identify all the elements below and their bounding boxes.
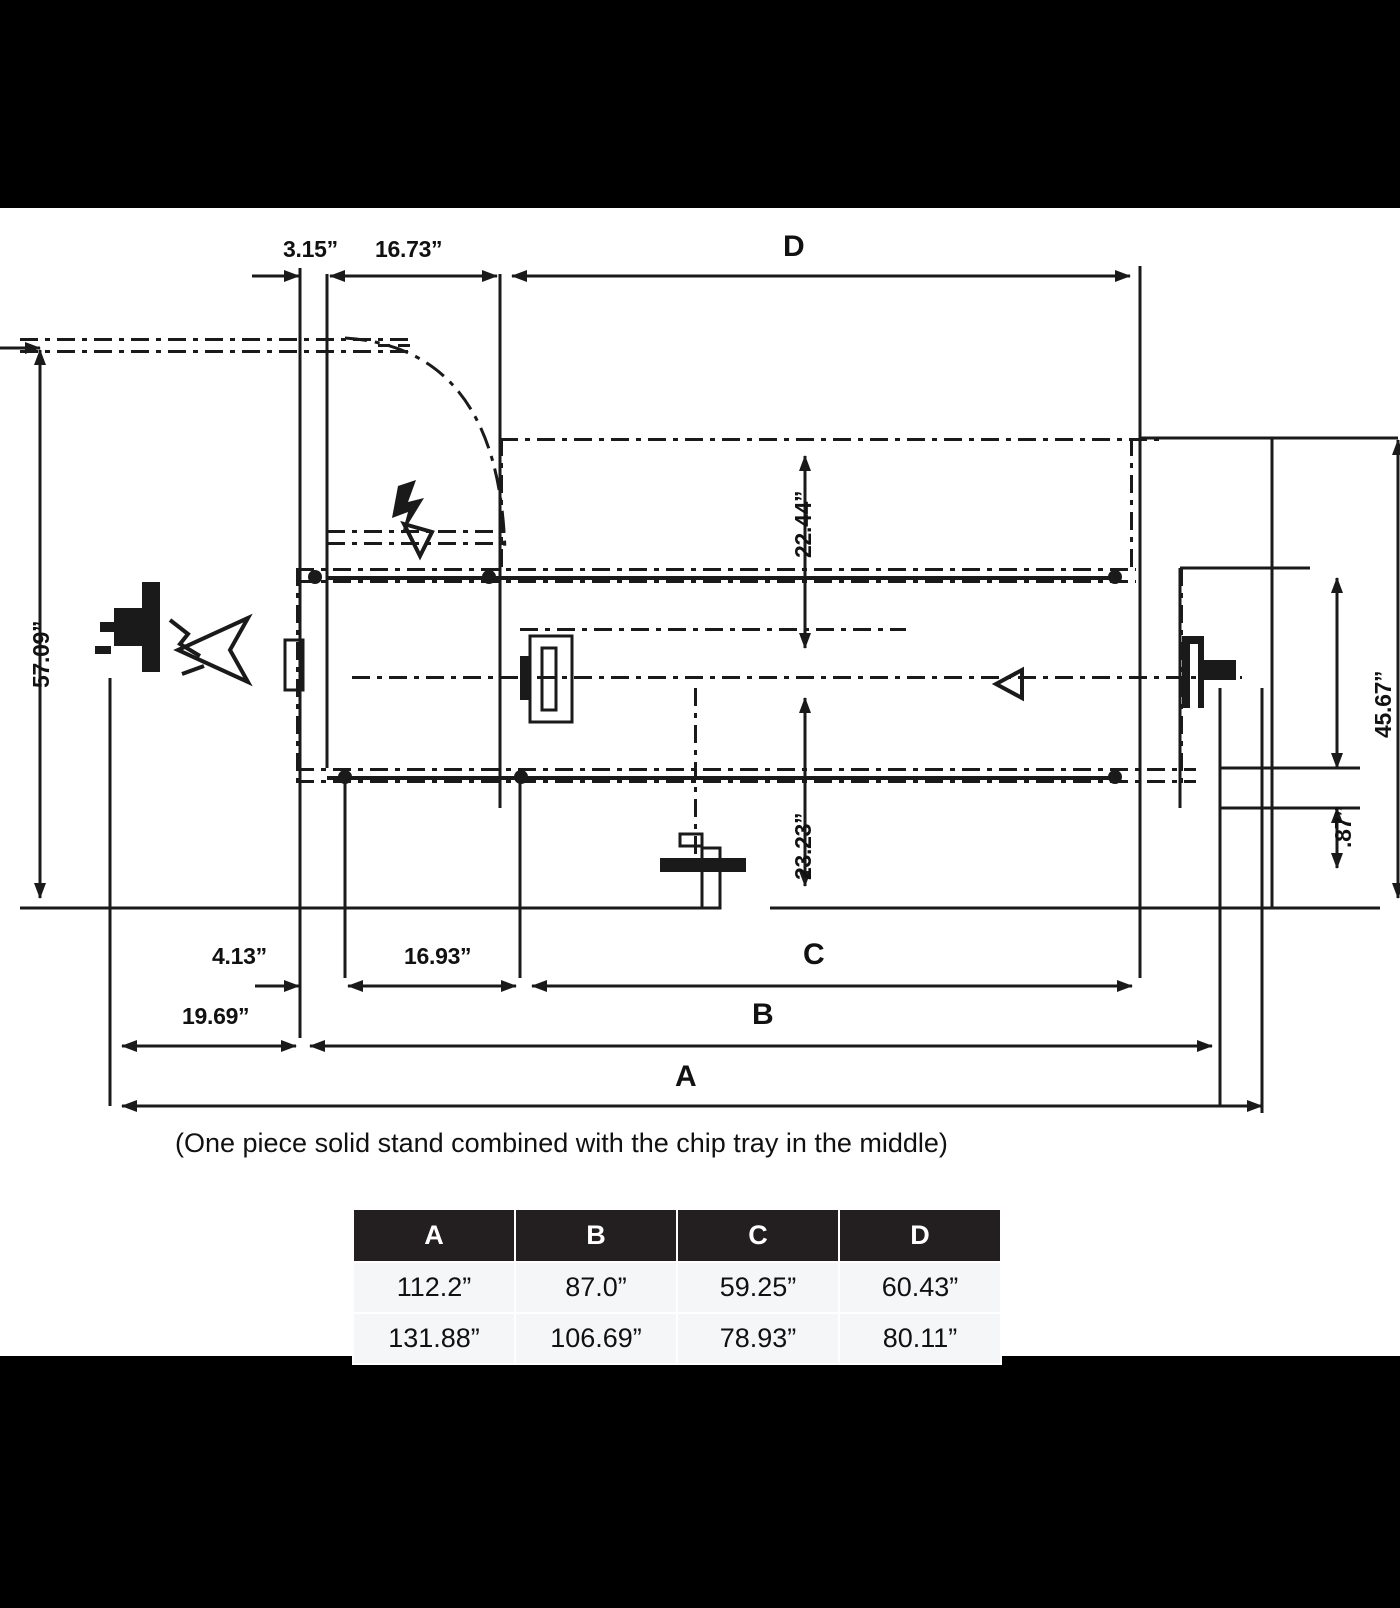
construction-line-body-top (327, 530, 505, 533)
dimension-label-C: C (803, 938, 825, 971)
table-row (353, 1262, 1001, 1313)
body-rail-bottom (327, 776, 1117, 780)
construction-line-body-top-2 (327, 542, 505, 545)
construction-line-top-2 (20, 350, 410, 353)
dimension-label-D: D (783, 230, 805, 263)
construction-line-body-left-edge (296, 568, 299, 786)
construction-line-lower-body-2 (296, 780, 1196, 783)
dimension-label-23-23: 23.23” (790, 812, 816, 880)
centerline-right-detail (1180, 568, 1183, 788)
construction-line-top-3 (378, 344, 412, 347)
dimension-label-B: B (752, 998, 774, 1031)
construction-line-top-1 (20, 338, 410, 341)
table-cell-r1-A: 112.2” (353, 1262, 515, 1313)
pivot-dot-1 (308, 570, 322, 584)
dimension-label-3-15: 3.15” (283, 236, 338, 262)
dimension-label-16-73: 16.73” (375, 236, 443, 262)
dimension-label-16-93: 16.93” (404, 943, 472, 969)
centerline-upper (520, 628, 906, 631)
construction-line-enclosure-right (1130, 438, 1133, 572)
technical-drawing-sheet (0, 208, 1400, 1356)
table-header-row (353, 1209, 1001, 1262)
construction-line-enclosure-top (500, 438, 1160, 441)
dimension-label-A: A (675, 1060, 697, 1093)
dimension-label-22-44: 22.44” (790, 490, 816, 558)
pivot-dot-5 (514, 770, 528, 784)
construction-line-lower-body (296, 768, 1196, 771)
table-cell-r1-C: 59.25” (677, 1262, 839, 1313)
dimension-label-4-13: 4.13” (212, 943, 267, 969)
construction-line-upper-body-2 (296, 580, 1136, 583)
table-cell-r2-B: 106.69” (515, 1313, 677, 1364)
table-header-A: A (353, 1209, 515, 1262)
pivot-dot-2 (482, 570, 496, 584)
table-row (353, 1313, 1001, 1364)
table-cell-r1-B: 87.0” (515, 1262, 677, 1313)
dimension-label-19-69: 19.69” (182, 1003, 250, 1029)
centerline-main (352, 676, 1242, 679)
body-rail-top (327, 576, 1117, 580)
table-header-B: B (515, 1209, 677, 1262)
pivot-dot-3 (1108, 570, 1122, 584)
dimension-label-0-87: .87” (1330, 805, 1356, 848)
dimension-label-57-09: 57.09” (28, 620, 54, 688)
dimension-table (352, 1208, 1002, 1365)
pivot-dot-6 (1108, 770, 1122, 784)
dimension-label-45-67: 45.67” (1370, 670, 1396, 738)
construction-line-enclosure-left (500, 438, 503, 572)
construction-line-upper-body (296, 568, 1136, 571)
table-cell-r1-D: 60.43” (839, 1262, 1001, 1313)
table-header-D: D (839, 1209, 1001, 1262)
table-cell-r2-A: 131.88” (353, 1313, 515, 1364)
table-header-C: C (677, 1209, 839, 1262)
table-cell-r2-C: 78.93” (677, 1313, 839, 1364)
pivot-dot-4 (338, 770, 352, 784)
table-cell-r2-D: 80.11” (839, 1313, 1001, 1364)
drawing-caption: (One piece solid stand combined with the chip tray in the middle) (175, 1128, 948, 1158)
